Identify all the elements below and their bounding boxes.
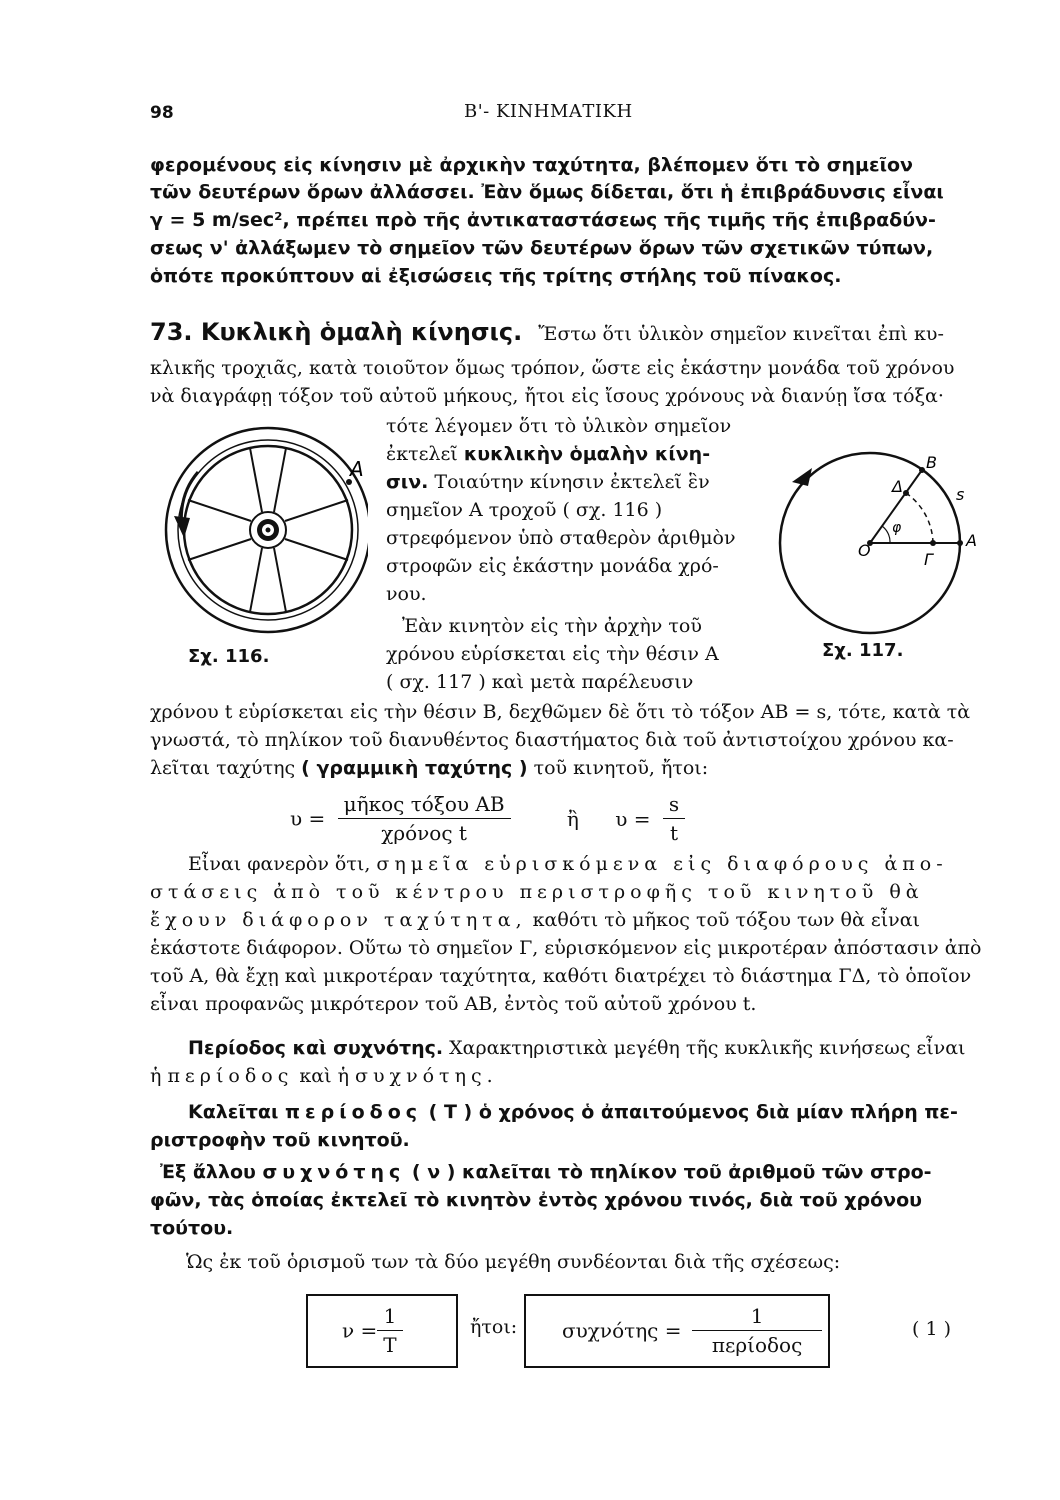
formula-numerator2: s xyxy=(663,792,685,819)
def-freq-line: τούτου. xyxy=(150,1217,234,1239)
intro-line: τῶν δευτέρων ὅρων ἀλλάσσει. Ἐὰν ὅμως δίδεται, ὅτι ἡ ἐπιβράδυνσις εἶναι xyxy=(150,181,944,203)
def-freq-line xyxy=(160,1160,932,1184)
body-text: . xyxy=(486,1065,493,1087)
fig116-caption: Σχ. 116. xyxy=(188,646,270,667)
col-line xyxy=(386,442,710,466)
body-line: κλικῆς τροχιᾶς, κατὰ τοιοῦτον ὅμως τρόπον, ὥστε εἰς ἑκάστην μονάδα τοῦ χρόνου xyxy=(150,357,955,379)
running-head: Β'- ΚΙΝΗΜΑΤΙΚΗ xyxy=(464,101,633,122)
def-period-line xyxy=(188,1100,958,1124)
spaced-text: σημεῖα εὑρισκόμενα εἰς διαφόρους ἀπο- xyxy=(376,853,948,875)
spaced-line: στάσεις ἀπὸ τοῦ κέντρου περιστροφῆς τοῦ κινητοῦ θὰ xyxy=(150,881,924,903)
def-period-line: ριστροφὴν τοῦ κινητοῦ. xyxy=(150,1129,410,1151)
fig117-caption: Σχ. 117. xyxy=(822,640,904,661)
body-line: ἑκάστοτε διάφορον. Οὕτω τὸ σημεῖον Γ, εὑρισκόμενον εἰς μικροτέραν ἀπόστασιν ἀπὸ xyxy=(150,937,982,959)
def-text: ( ν ) καλεῖται τὸ πηλίκον τοῦ ἀριθμοῦ τῶν στρο- xyxy=(405,1161,932,1183)
body-line xyxy=(150,908,920,932)
equation-number: ( 1 ) xyxy=(912,1318,951,1340)
fig116-label-a: A xyxy=(350,457,364,481)
formula2-den2: περίοδος xyxy=(711,1333,803,1357)
col-line: Ἐὰν κινητὸν εἰς τὴν ἀρχὴν τοῦ xyxy=(402,615,702,637)
formula-numerator: μῆκος τόξου ΑΒ xyxy=(338,792,511,819)
body-line xyxy=(150,756,708,780)
col-line: στροφῶν εἰς ἑκάστην μονάδα χρό- xyxy=(386,555,719,577)
formula-denominator: χρόνος t xyxy=(381,821,467,845)
col-text: ἐκτελεῖ xyxy=(386,443,464,465)
body-line: χρόνου t εὑρίσκεται εἰς τὴν θέσιν Β, δεχθῶμεν δὲ ὅτι τὸ τόξον ΑΒ = s, τότε, κατὰ τὰ xyxy=(150,701,971,723)
formula2-lhs2: συχνότης = xyxy=(562,1318,682,1343)
label-phi: φ xyxy=(892,520,902,536)
figure-116-wheel xyxy=(158,420,368,650)
label-a: A xyxy=(966,531,977,550)
body-line: γνωστά, τὸ πηλίκον τοῦ διανυθέντος διαστήματος διὰ τοῦ ἀντιστοίχου χρόνου κα- xyxy=(150,729,954,751)
formula-frequency xyxy=(342,1304,403,1357)
def-freq-line: φῶν, τὰς ὁποίας ἐκτελεῖ τὸ κινητὸν ἐντὸς χρόνου τινός, διὰ τοῦ χρόνου xyxy=(150,1189,922,1211)
body-line: νὰ διαγράφῃ τόξον τοῦ αὐτοῦ μήκους, ἤτοι εἰς ἴσους χρόνους νὰ διανύῃ ἴσα τόξα· xyxy=(150,385,944,407)
formula-frequency-words xyxy=(562,1304,822,1357)
formula2-lhs: ν = xyxy=(342,1318,378,1343)
col-line: χρόνου εὑρίσκεται εἰς τὴν θέσιν Α xyxy=(386,643,719,665)
formula-lhs: υ = xyxy=(290,806,326,831)
term-linear-velocity: ( γραμμικὴ ταχύτης ) xyxy=(301,757,528,779)
spaced-text: περίοδος xyxy=(167,1065,294,1087)
formula-velocity xyxy=(290,792,685,845)
body-line xyxy=(150,1064,493,1088)
spaced-text: ἔχουν διάφορον ταχύτητα, xyxy=(150,909,527,931)
body-text: ἡ xyxy=(150,1065,168,1087)
term-uniform-circular-end: σιν. xyxy=(386,471,429,493)
col-text: Τοιαύτην κίνησιν ἐκτελεῖ ἓν xyxy=(428,471,710,493)
col-line: σημεῖον Α τροχοῦ ( σχ. 116 ) xyxy=(386,499,663,521)
body-line: τοῦ Α, θὰ ἔχῃ καὶ μικροτέραν ταχύτητα, καθότι διατρέχει τὸ διάστημα ΓΔ, τὸ ὁποῖον xyxy=(150,965,972,987)
body-text: καθότι τὸ μῆκος τοῦ τόξου των θὰ εἶναι xyxy=(526,909,920,931)
def-text: ( Τ ) ὁ χρόνος ὁ ἀπαιτούμενος διὰ μίαν πλήρη πε- xyxy=(422,1101,958,1123)
body-text: λεῖται ταχύτης xyxy=(150,757,302,779)
formula2-num2: 1 xyxy=(692,1304,822,1331)
body-text: Εἶναι φανερὸν ὅτι, xyxy=(188,853,377,875)
label-g: Γ xyxy=(924,550,933,569)
label-o: O xyxy=(858,541,871,560)
col-line: ( σχ. 117 ) καὶ μετὰ παρέλευσιν xyxy=(386,671,694,693)
def-text: Ἐξ ἄλλου xyxy=(160,1161,263,1183)
col-line xyxy=(386,470,710,494)
body-text: τοῦ κινητοῦ, ἤτοι: xyxy=(527,757,709,779)
intro-line: γ = 5 m/sec², πρέπει πρὸ τῆς ἀντικαταστάσεως τῆς τιμῆς τῆς ἐπιβραδύν- xyxy=(150,209,936,231)
col-line: στρεφόμενον ὑπὸ σταθερὸν ἀριθμὸν xyxy=(386,527,736,549)
def-spaced: περίοδος xyxy=(284,1101,423,1123)
direction-arrow xyxy=(792,468,812,486)
label-d: Δ xyxy=(892,477,903,496)
section-first-line: Ἔστω ὅτι ὑλικὸν σημεῖον κινεῖται ἐπὶ κυ- xyxy=(538,323,944,345)
def-spaced: συχνότης xyxy=(262,1161,406,1183)
heading-period-frequency: Περίοδος καὶ συχνότης. xyxy=(188,1037,444,1059)
intro-line: σεως ν' ἀλλάξωμεν τὸ σημεῖον τῶν δευτέρων ὅρων τῶν σχετικῶν τύπων, xyxy=(150,237,934,259)
section-title: 73. Κυκλικὴ ὁμαλὴ κίνησις. xyxy=(150,318,523,346)
def-text: Καλεῖται xyxy=(188,1101,285,1123)
spaced-text: συχνότης xyxy=(355,1065,487,1087)
label-b: B xyxy=(926,453,937,472)
col-line: τότε λέγομεν ὅτι τὸ ὑλικὸν σημεῖον xyxy=(386,415,732,437)
relation-line: Ὡς ἐκ τοῦ ὁρισμοῦ των τὰ δύο μεγέθη συνδέονται διὰ τῆς σχέσεως: xyxy=(186,1251,841,1273)
formula2-etoi: ἤτοι: xyxy=(470,1316,518,1338)
formula2-den: Τ xyxy=(383,1333,397,1357)
body-text: Χαρακτηριστικὰ μεγέθη τῆς κυκλικῆς κινήσεως εἶναι xyxy=(443,1037,966,1059)
col-line: νου. xyxy=(386,583,427,605)
intro-line: φερομένους εἰς κίνησιν μὲ ἀρχικὴν ταχύτητα, βλέπομεν ὅτι τὸ σημεῖον xyxy=(150,154,913,176)
body-line: εἶναι προφανῶς μικρότερον τοῦ ΑΒ, ἐντὸς τοῦ αὐτοῦ χρόνου t. xyxy=(150,993,757,1015)
formula2-num: 1 xyxy=(377,1304,402,1331)
label-s: s xyxy=(956,485,965,504)
body-text: καὶ ἡ xyxy=(293,1065,356,1087)
figure-117-circle xyxy=(772,440,1002,640)
section-heading-line xyxy=(150,320,944,346)
body-line xyxy=(188,1036,966,1060)
formula-denominator2: t xyxy=(670,821,679,845)
formula-lhs2: υ = xyxy=(615,806,651,831)
arc-gd xyxy=(906,493,933,543)
page-number: 98 xyxy=(150,103,174,123)
body-line xyxy=(188,852,948,876)
intro-line: ὁπότε προκύπτουν αἱ ἐξισώσεις τῆς τρίτης στήλης τοῦ πίνακος. xyxy=(150,265,842,287)
formula-or: ἢ xyxy=(566,806,579,831)
term-uniform-circular: κυκλικὴν ὁμαλὴν κίνη- xyxy=(463,443,711,465)
